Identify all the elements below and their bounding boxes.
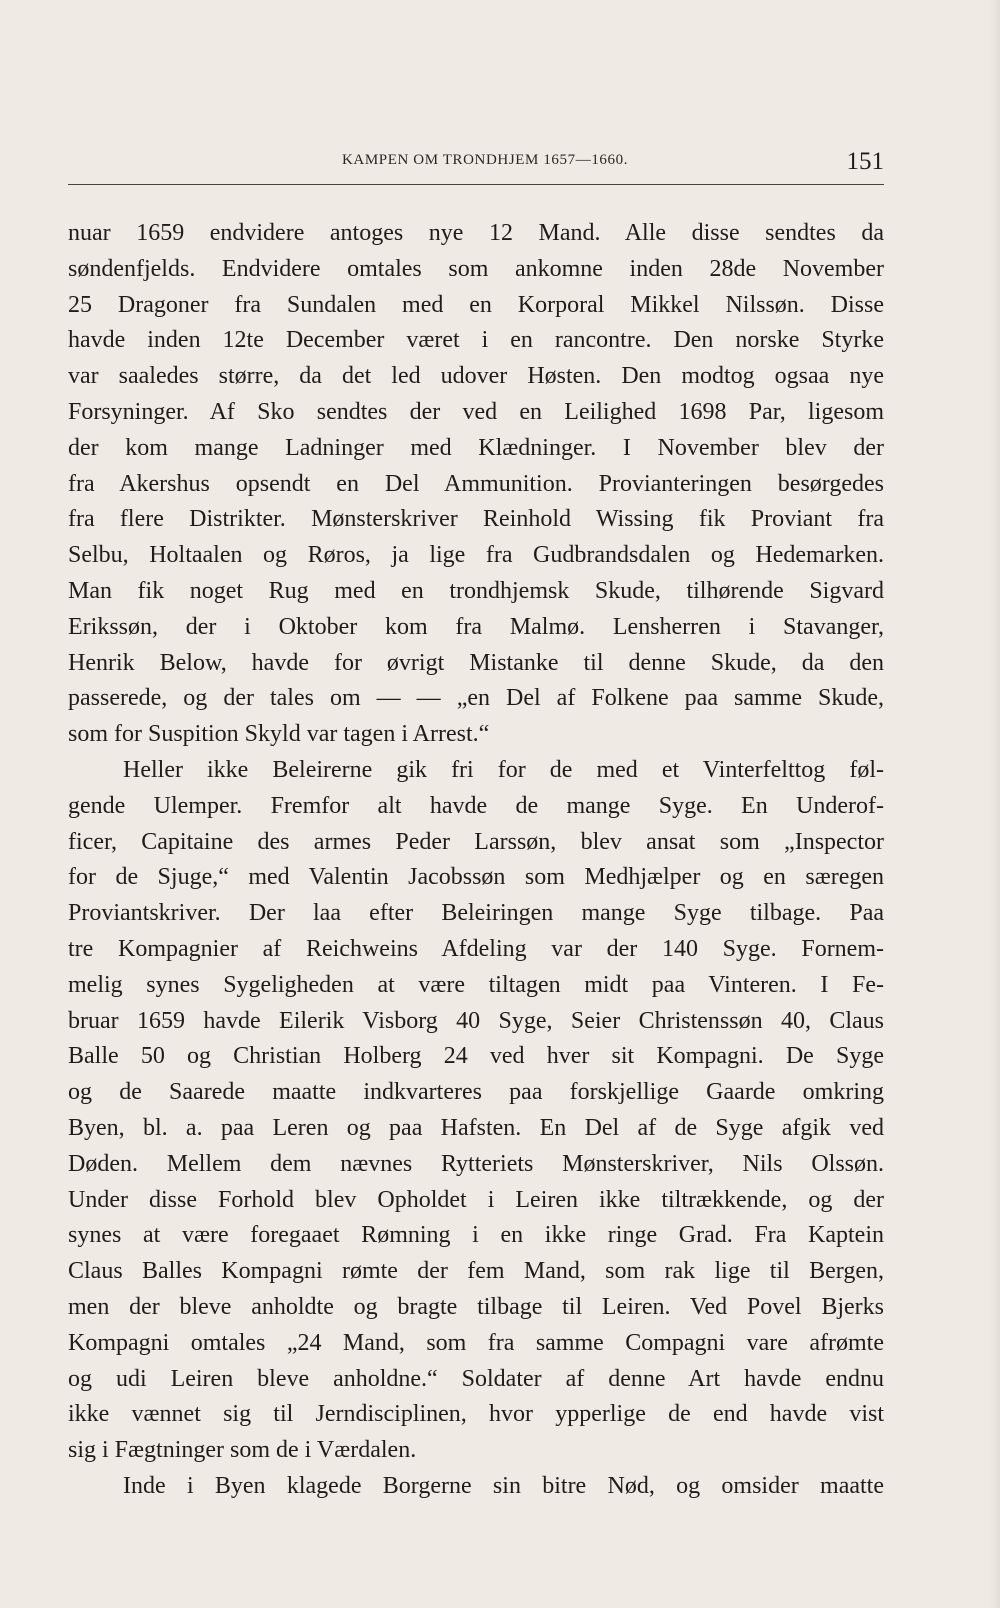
text-line: Balle 50 og Christian Holberg 24 ved hver sit Kompagni. De Syge bbox=[68, 1043, 884, 1070]
paragraph-first-line: Inde i Byen klagede Borgerne sin bitre Nød, og omsider maatte bbox=[123, 1472, 884, 1499]
text-line: Claus Balles Kompagni rømte der fem Mand, som rak lige til Bergen, bbox=[68, 1258, 884, 1285]
page-edge-shadow bbox=[990, 0, 1000, 1608]
text-line: gende Ulemper. Fremfor alt havde de mange Syge. En Underof- bbox=[68, 792, 884, 819]
text-line: var saaledes større, da det led udover Høsten. Den modtog ogsaa nye bbox=[68, 363, 884, 390]
text-line: der kom mange Ladninger med Klædninger. I November blev der bbox=[68, 434, 884, 461]
text-line: Proviantskriver. Der laa efter Beleiringen mange Syge tilbage. Paa bbox=[68, 900, 884, 927]
text-line: Kompagni omtales „24 Mand, som fra samme Compagni vare afrømte bbox=[68, 1329, 884, 1356]
running-header bbox=[68, 146, 884, 185]
body-text bbox=[68, 216, 884, 1505]
text-line: og de Saarede maatte indkvarteres paa forskjellige Gaarde omkring bbox=[68, 1079, 884, 1106]
text-line: Byen, bl. a. paa Leren og paa Hafsten. En Del af de Syge afgik ved bbox=[68, 1114, 884, 1141]
text-line: fra flere Distrikter. Mønsterskriver Reinhold Wissing fik Proviant fra bbox=[68, 506, 884, 533]
text-line: Under disse Forhold blev Opholdet i Leiren ikke tiltrækkende, og der bbox=[68, 1186, 884, 1213]
text-line: søndenfjelds. Endvidere omtales som ankomne inden 28de November bbox=[68, 255, 884, 282]
text-line: melig synes Sygeligheden at være tiltagen midt paa Vinteren. I Fe- bbox=[68, 971, 884, 998]
text-line: nuar 1659 endvidere antoges nye 12 Mand. Alle disse sendtes da bbox=[68, 220, 884, 246]
page-number: 151 bbox=[846, 148, 884, 175]
text-line: passerede, og der tales om — — „en Del af Folkene paa samme Skude, bbox=[68, 685, 884, 712]
paragraph-first-line: Heller ikke Beleirerne gik fri for de med et Vinterfelttog føl- bbox=[123, 756, 884, 783]
text-line: Forsyninger. Af Sko sendtes der ved en Leilighed 1698 Par, ligesom bbox=[68, 398, 884, 425]
running-title: KAMPEN OM TRONDHJEM 1657—1660. bbox=[342, 152, 629, 168]
text-line: Erikssøn, der i Oktober kom fra Malmø. Lensherren i Stavanger, bbox=[68, 613, 884, 640]
text-line: tre Kompagnier af Reichweins Afdeling var der 140 Syge. Fornem- bbox=[68, 935, 884, 962]
text-line: havde inden 12te December været i en rancontre. Den norske Styrke bbox=[68, 327, 884, 354]
text-line: 25 Dragoner fra Sundalen med en Korporal Mikkel Nilssøn. Disse bbox=[68, 291, 884, 318]
text-line: for de Sjuge,“ med Valentin Jacobssøn som Medhjælper og en særegen bbox=[68, 864, 884, 891]
text-line: fra Akershus opsendt en Del Ammunition. Provianteringen besørgedes bbox=[68, 470, 884, 497]
text-line: ikke vænnet sig til Jerndisciplinen, hvor ypperlige de end havde vist bbox=[68, 1401, 884, 1428]
text-line: ficer, Capitaine des armes Peder Larssøn, blev ansat som „Inspector bbox=[68, 828, 884, 855]
text-line: men der bleve anholdte og bragte tilbage til Leiren. Ved Povel Bjerks bbox=[68, 1293, 884, 1320]
text-line: bruar 1659 havde Eilerik Visborg 40 Syge, Seier Christenssøn 40, Claus bbox=[68, 1007, 884, 1034]
paragraph-last-line: som for Suspition Skyld var tagen i Arrest.“ bbox=[68, 721, 490, 748]
text-line: synes at være foregaaet Rømning i en ikke ringe Grad. Fra Kaptein bbox=[68, 1222, 884, 1249]
paragraph-last-line: sig i Fægtninger som de i Værdalen. bbox=[68, 1437, 417, 1464]
text-line: Selbu, Holtaalen og Røros, ja lige fra Gudbrandsdalen og Hedemarken. bbox=[68, 542, 884, 569]
text-line: Døden. Mellem dem nævnes Rytteriets Mønsterskriver, Nils Olssøn. bbox=[68, 1150, 884, 1177]
text-line: Henrik Below, havde for øvrigt Mistanke til denne Skude, da den bbox=[68, 649, 884, 676]
text-line: og udi Leiren bleve anholdne.“ Soldater af denne Art havde endnu bbox=[68, 1365, 884, 1392]
text-line: Man fik noget Rug med en trondhjemsk Skude, tilhørende Sigvard bbox=[68, 577, 884, 604]
